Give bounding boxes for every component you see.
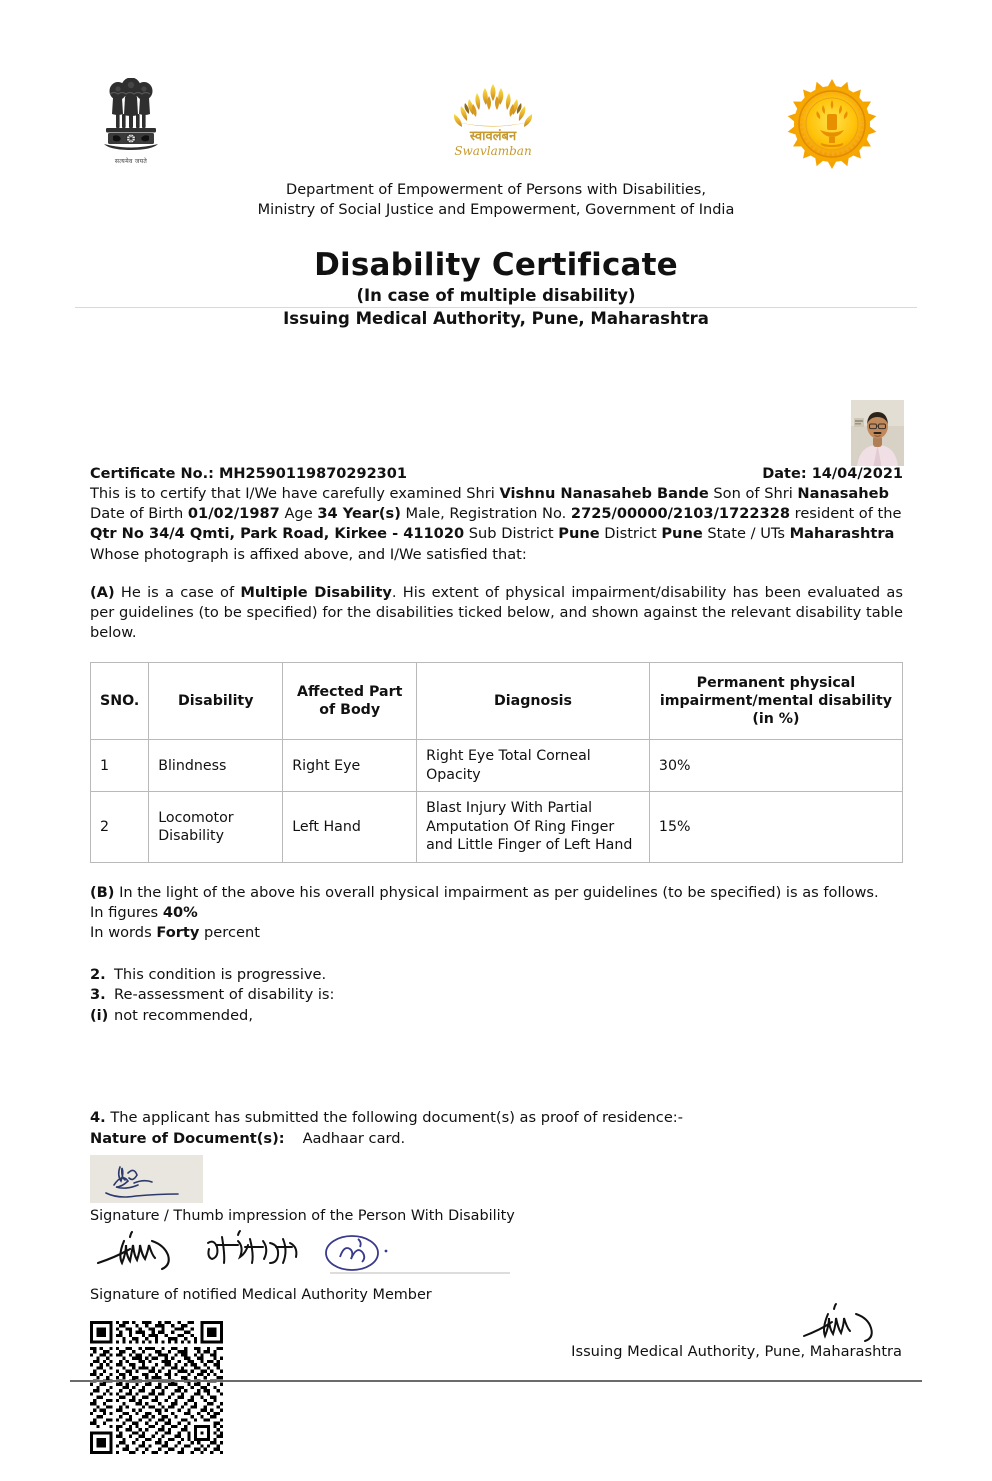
- th-permanent-impairment: [649, 663, 902, 740]
- item-number: 2.: [90, 965, 106, 983]
- nature-value: Aadhaar card.: [302, 1129, 406, 1147]
- section-b-marker: (B): [90, 883, 115, 901]
- cell-affected-part: Left Hand: [283, 792, 417, 863]
- item-text: Re-assessment of disability is:: [114, 986, 335, 1004]
- th-perm-line1: Permanent physical: [696, 675, 856, 692]
- photograph-affixed-line: Whose photograph is affixed above, and I/We satisfied that:: [90, 545, 527, 563]
- sub-district: Pune: [558, 525, 600, 543]
- footer-divider: [70, 1380, 922, 1382]
- ministry-line-2: Ministry of Social Justice and Empowerment, Government of India: [257, 202, 735, 218]
- table-head: [91, 663, 903, 740]
- table-header-row: [91, 663, 903, 740]
- section-a-marker: (A): [90, 583, 115, 601]
- swavlamban-logo: [441, 78, 545, 170]
- title-issuing-authority: Issuing Medical Authority, Pune, Maharashtra: [283, 309, 709, 328]
- cell-diagnosis: Right Eye Total Corneal Opacity: [417, 740, 650, 792]
- th-disability: Disability: [149, 663, 283, 740]
- swavlamban-devanagari: स्वावलंबन: [469, 129, 517, 144]
- person-signature-caption: Signature / Thumb impression of the Person With Disability: [90, 1208, 515, 1225]
- registration-number: 2725/00000/2103/1722328: [570, 505, 790, 523]
- nature-label: Nature of Document(s):: [90, 1129, 285, 1147]
- certificate-body: [90, 464, 903, 1454]
- footer-issuing-authority: Issuing Medical Authority, Pune, Maharashtra: [571, 1343, 902, 1360]
- section-b-paragraph: (B) In the light of the above his overall physical impairment as per guidelines (to be specified) is as follows.: [90, 883, 879, 901]
- multiple-disability-label: Multiple Disability: [240, 583, 392, 601]
- person-name: Vishnu Nanasaheb Bande: [499, 485, 709, 502]
- spacer: [90, 565, 903, 583]
- applicant-photo: [851, 400, 904, 466]
- cell-disability: Blindness: [149, 740, 283, 792]
- th-affected-part: [283, 663, 417, 740]
- cell-affected-part: Right Eye: [283, 740, 417, 792]
- father-name: Nanasaheb: [797, 485, 889, 502]
- cell-percent: 15%: [649, 792, 902, 863]
- section-a-paragraph: (A) He is a case of Multiple Disability. His extent of physical impairment/disability has been evaluated as per guidelines (to be specified) for the disabilities ticked below, and shown against the relevant disability table below.: [90, 583, 903, 642]
- certificate-meta-line: [90, 464, 903, 484]
- cell-sno: 1: [91, 740, 149, 792]
- certificate-date: Date: 14/04/2021: [762, 466, 903, 482]
- disability-table: [90, 662, 903, 863]
- issuing-authority-signature: [800, 1300, 920, 1348]
- page-title: Disability Certificate: [314, 247, 678, 283]
- impairment-figures: 40%: [162, 904, 198, 922]
- cell-sno: 2: [91, 792, 149, 863]
- list-item: [90, 965, 903, 986]
- state: Maharashtra: [789, 525, 895, 543]
- table-row: [91, 792, 903, 863]
- header-divider: [75, 307, 917, 308]
- item-number: (i): [90, 1006, 109, 1024]
- cell-disability: Locomotor Disability: [149, 792, 283, 863]
- table-row: [91, 740, 903, 792]
- numbered-conditions: [90, 965, 903, 1027]
- cell-diagnosis: Blast Injury With Partial Amputation Of Ring Finger and Little Finger of Left Hand: [417, 792, 650, 863]
- maharashtra-state-emblem: [787, 78, 877, 170]
- national-emblem-caption: सत्यमेव जयते: [114, 158, 148, 165]
- section-b: [90, 883, 903, 944]
- date-of-birth: 01/02/1987: [187, 505, 280, 523]
- swavlamban-latin: Swavlamban: [454, 144, 532, 158]
- item-number: 3.: [90, 986, 106, 1004]
- medical-authority-signatures-image: [90, 1229, 903, 1285]
- emblem-row: [0, 78, 992, 188]
- th-perm-line3: (in %): [752, 711, 800, 728]
- list-item: [90, 985, 903, 1006]
- district: Pune: [661, 525, 703, 543]
- in-words-line: In words Forty percent: [90, 924, 260, 942]
- th-affected-part-line2: of Body: [319, 702, 381, 719]
- person-signature-image: [90, 1155, 203, 1203]
- in-figures-line: In figures 40%: [90, 904, 198, 922]
- ministry-line-1: Department of Empowerment of Persons with Disabilities,: [286, 182, 706, 198]
- th-affected-part-line1: Affected Part: [296, 684, 403, 701]
- cell-percent: 30%: [649, 740, 902, 792]
- list-item: [90, 1006, 903, 1027]
- impairment-words: Forty: [156, 924, 200, 942]
- authority-signature-caption: Signature of notified Medical Authority Member: [90, 1287, 432, 1304]
- th-sno: SNO.: [91, 663, 149, 740]
- item-text: not recommended,: [114, 1006, 253, 1024]
- qr-code[interactable]: [90, 1321, 223, 1454]
- nature-of-documents-line: [90, 1129, 903, 1150]
- age: 34 Year(s): [317, 505, 401, 523]
- table-body: [91, 740, 903, 863]
- th-diagnosis: Diagnosis: [417, 663, 650, 740]
- title-subtitle: (In case of multiple disability): [356, 286, 636, 305]
- address: Qtr No 34/4 Qmti, Park Road, Kirkee - 411020: [90, 525, 465, 543]
- item-text: This condition is progressive.: [114, 965, 327, 983]
- section-4-paragraph: 4. The applicant has submitted the following document(s) as proof of residence:-: [90, 1109, 683, 1127]
- certify-paragraph: This is to certify that I/We have carefully examined Shri Vishnu Nanasaheb Bande Son of Shri Nanasaheb Date of Birth 01/02/1987 Age 34 Year(s) Male, Registration No. 2725/00000/2103/1722328 resident of the Qtr No 34/4 Qmti, Park Road, Kirkee - 411020 Sub District Pune District Pune State / UTs Maharashtra: [90, 485, 902, 543]
- title-block: [0, 246, 992, 330]
- th-perm-line2: impairment/mental disability: [659, 693, 893, 710]
- national-emblem-of-india: [96, 78, 166, 170]
- certificate-page: [0, 78, 992, 1481]
- section-4: [90, 1108, 903, 1149]
- section-4-marker: 4.: [90, 1109, 106, 1127]
- certificate-number: Certificate No.: MH2590119870292301: [90, 466, 407, 482]
